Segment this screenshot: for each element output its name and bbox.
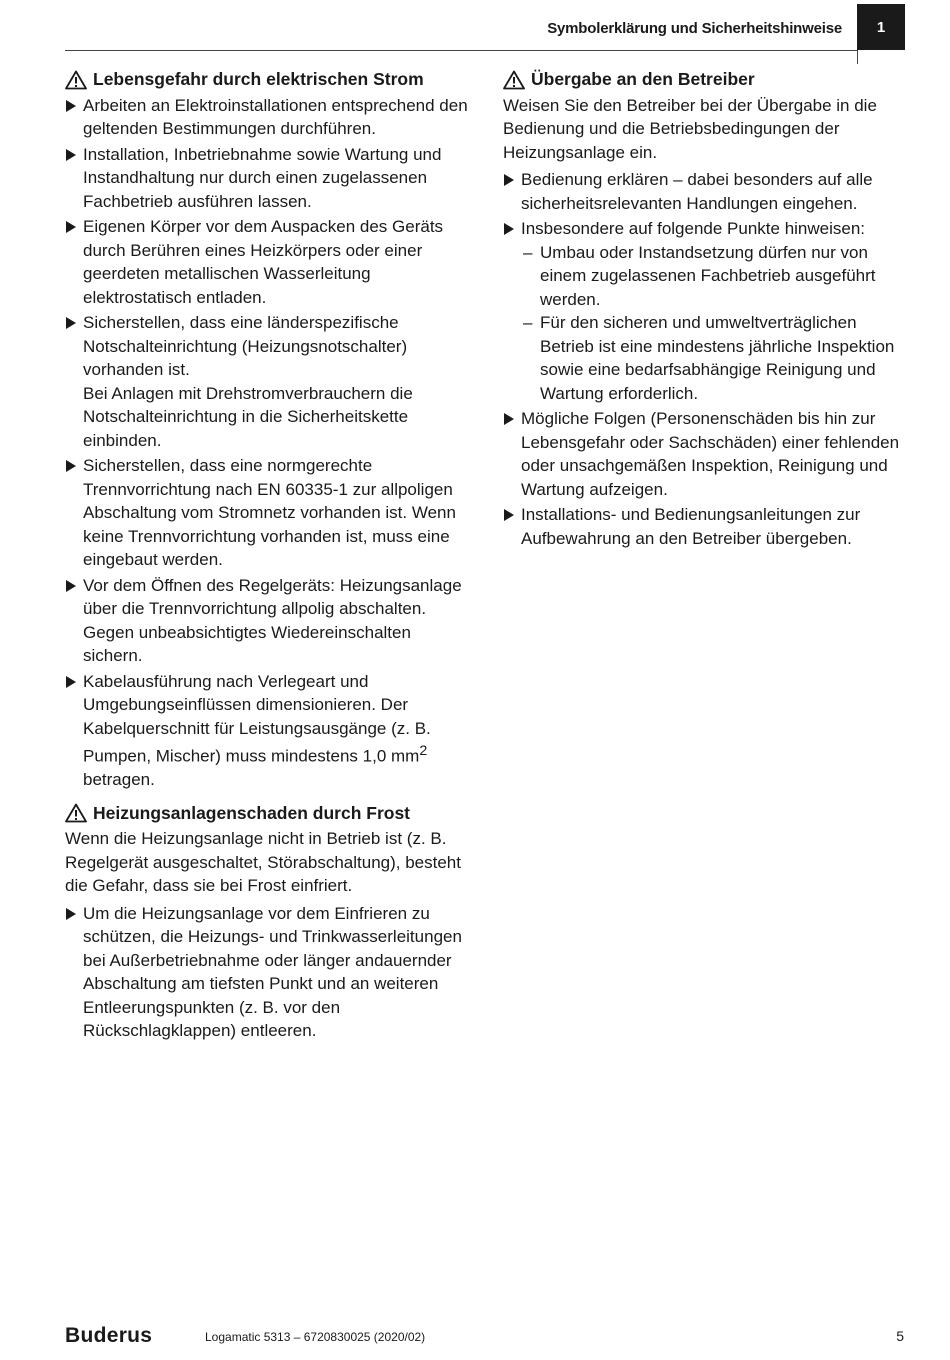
- warning-triangle-icon: [65, 70, 87, 90]
- buderus-logo: Buderus: [65, 1324, 153, 1347]
- section-handover: [503, 68, 907, 550]
- section-intro: Wenn die Heizungsanlage nicht in Betrieb ist (z. B. Regelgerät ausgeschaltet, Störabschaltung), besteht die Gefahr, dass sie bei Frost einfriert.: [65, 829, 461, 896]
- bullet-arrow-icon: [66, 100, 76, 112]
- list-item: [65, 454, 469, 572]
- running-header-title: Symbolerklärung und Sicherheitshinweise: [547, 20, 842, 37]
- page-number: 5: [896, 1328, 904, 1344]
- list-item-text: Eigenen Körper vor dem Auspacken des Geräts durch Berühren eines Heizkörpers oder einer geerdeten metallischen Wasserleitung elektrostatisch entladen.: [83, 217, 444, 307]
- header-rule: [65, 50, 857, 51]
- chapter-number-badge: 1: [857, 4, 905, 50]
- right-column: [503, 68, 907, 560]
- instruction-list: [503, 168, 907, 550]
- section-heading-text: Heizungsanlagenschaden durch Frost: [93, 802, 410, 823]
- bullet-arrow-icon: [66, 221, 76, 233]
- list-item-text-end: betragen.: [83, 770, 155, 790]
- bullet-arrow-icon: [66, 580, 76, 592]
- document-reference: Logamatic 5313 – 6720830025 (2020/02): [205, 1330, 426, 1344]
- list-item-text: Sicherstellen, dass eine länderspezifische Notschalteinrichtung (Heizungsnotschalter) vorhanden ist.: [83, 313, 408, 379]
- section-heading: [503, 68, 907, 92]
- section-heading: [65, 68, 469, 92]
- list-item: [503, 168, 907, 215]
- list-item-text: Kabelausführung nach Verlegeart und Umgebungseinflüssen dimensionieren. Der Kabelquerschnitt für Leistungsausgänge (z. B. Pumpen, Mischer) muss mindestens 1,0 mm: [83, 671, 431, 766]
- bullet-arrow-icon: [66, 460, 76, 472]
- list-item: [65, 670, 469, 792]
- left-column: [65, 68, 469, 1053]
- list-item: [65, 311, 469, 452]
- superscript: 2: [419, 743, 428, 759]
- bullet-arrow-icon: [66, 317, 76, 329]
- sub-list: [521, 241, 907, 406]
- sub-list-item-text: Für den sicheren und umweltverträglichen Betrieb ist eine mindestens jährliche Inspektion sowie eine bedarfsabhängige Reinigung und Wartung erforderlich.: [540, 313, 895, 403]
- bullet-arrow-icon: [66, 149, 76, 161]
- list-item-text: Insbesondere auf folgende Punkte hinweisen:: [521, 219, 866, 238]
- instruction-list: [65, 94, 469, 792]
- bullet-arrow-icon: [504, 223, 514, 235]
- list-item-text: Um die Heizungsanlage vor dem Einfrieren zu schützen, die Heizungs- und Trinkwasserleitungen bei Außerbetriebnahme oder länger andauernder Abschaltung am tiefsten Punkt und an weiteren Entleerungspunkten (z. B. vor den Rückschlagklappen) entleeren.: [83, 903, 462, 1041]
- bullet-arrow-icon: [66, 676, 76, 688]
- list-item: [65, 574, 469, 668]
- bullet-arrow-icon: [504, 174, 514, 186]
- sub-list-item: [521, 241, 907, 312]
- list-item-text: Arbeiten an Elektroinstallationen entsprechend den geltenden Bestimmungen durchführen.: [83, 95, 468, 138]
- warning-triangle-icon: [65, 803, 87, 823]
- dash-bullet: –: [523, 242, 533, 262]
- section-electric-shock: [65, 68, 469, 792]
- list-item-text: Bedienung erklären – dabei besonders auf alle sicherheitsrelevanten Handlungen eingehen.: [521, 170, 873, 213]
- list-item: [65, 143, 469, 214]
- list-item: [503, 503, 907, 550]
- bullet-arrow-icon: [66, 908, 76, 920]
- list-item: [65, 215, 469, 309]
- warning-triangle-icon: [503, 70, 525, 90]
- dash-bullet: –: [523, 313, 533, 332]
- sub-list-item: [521, 311, 907, 405]
- list-item-text: Installation, Inbetriebnahme sowie Wartung und Instandhaltung nur durch einen zugelassenen Fachbetrieb ausführen lassen.: [83, 144, 442, 211]
- list-item-text: Vor dem Öffnen des Regelgeräts: Heizungsanlage über die Trennvorrichtung allpolig abschalten. Gegen unbeabsichtigtes Wiedereinschalten sichern.: [83, 575, 462, 665]
- list-item-text: Installations- und Bedienungsanleitungen zur Aufbewahrung an den Betreiber übergeben.: [521, 505, 861, 548]
- sub-list-item-text: Umbau oder Instandsetzung dürfen nur von einem zugelassenen Fachbetrieb ausgeführt werden.: [540, 242, 876, 309]
- chapter-tick: [857, 50, 858, 64]
- list-item: [503, 407, 907, 501]
- section-frost-damage: [65, 802, 469, 1043]
- list-item: [503, 217, 907, 405]
- bullet-arrow-icon: [504, 509, 514, 521]
- instruction-list: [65, 902, 469, 1043]
- list-item: [65, 902, 469, 1043]
- section-heading: [65, 802, 469, 826]
- list-item: [65, 94, 469, 141]
- bullet-arrow-icon: [504, 413, 514, 425]
- section-intro: Weisen Sie den Betreiber bei der Übergabe in die Bedienung und die Betriebsbedingungen der Heizungsanlage ein.: [503, 95, 877, 162]
- list-item-text: Mögliche Folgen (Personenschäden bis hin zur Lebensgefahr oder Sachschäden) einer fehlenden oder unsachgemäßen Inspektion, Reinigung und Wartung aufzeigen.: [521, 409, 900, 499]
- section-heading-text: Übergabe an den Betreiber: [531, 69, 755, 89]
- section-heading-text: Lebensgefahr durch elektrischen Strom: [93, 69, 424, 89]
- list-item-text: Sicherstellen, dass eine normgerechte Trennvorrichtung nach EN 60335-1 zur allpoligen Abschaltung vom Stromnetz vorhanden ist. Wenn keine Trennvorrichtung vorhanden ist, muss eine eingebaut werden.: [83, 456, 456, 569]
- list-item-extra-text: Bei Anlagen mit Drehstromverbrauchern die Notschalteinrichtung in die Sicherheitskette einbinden.: [83, 383, 413, 450]
